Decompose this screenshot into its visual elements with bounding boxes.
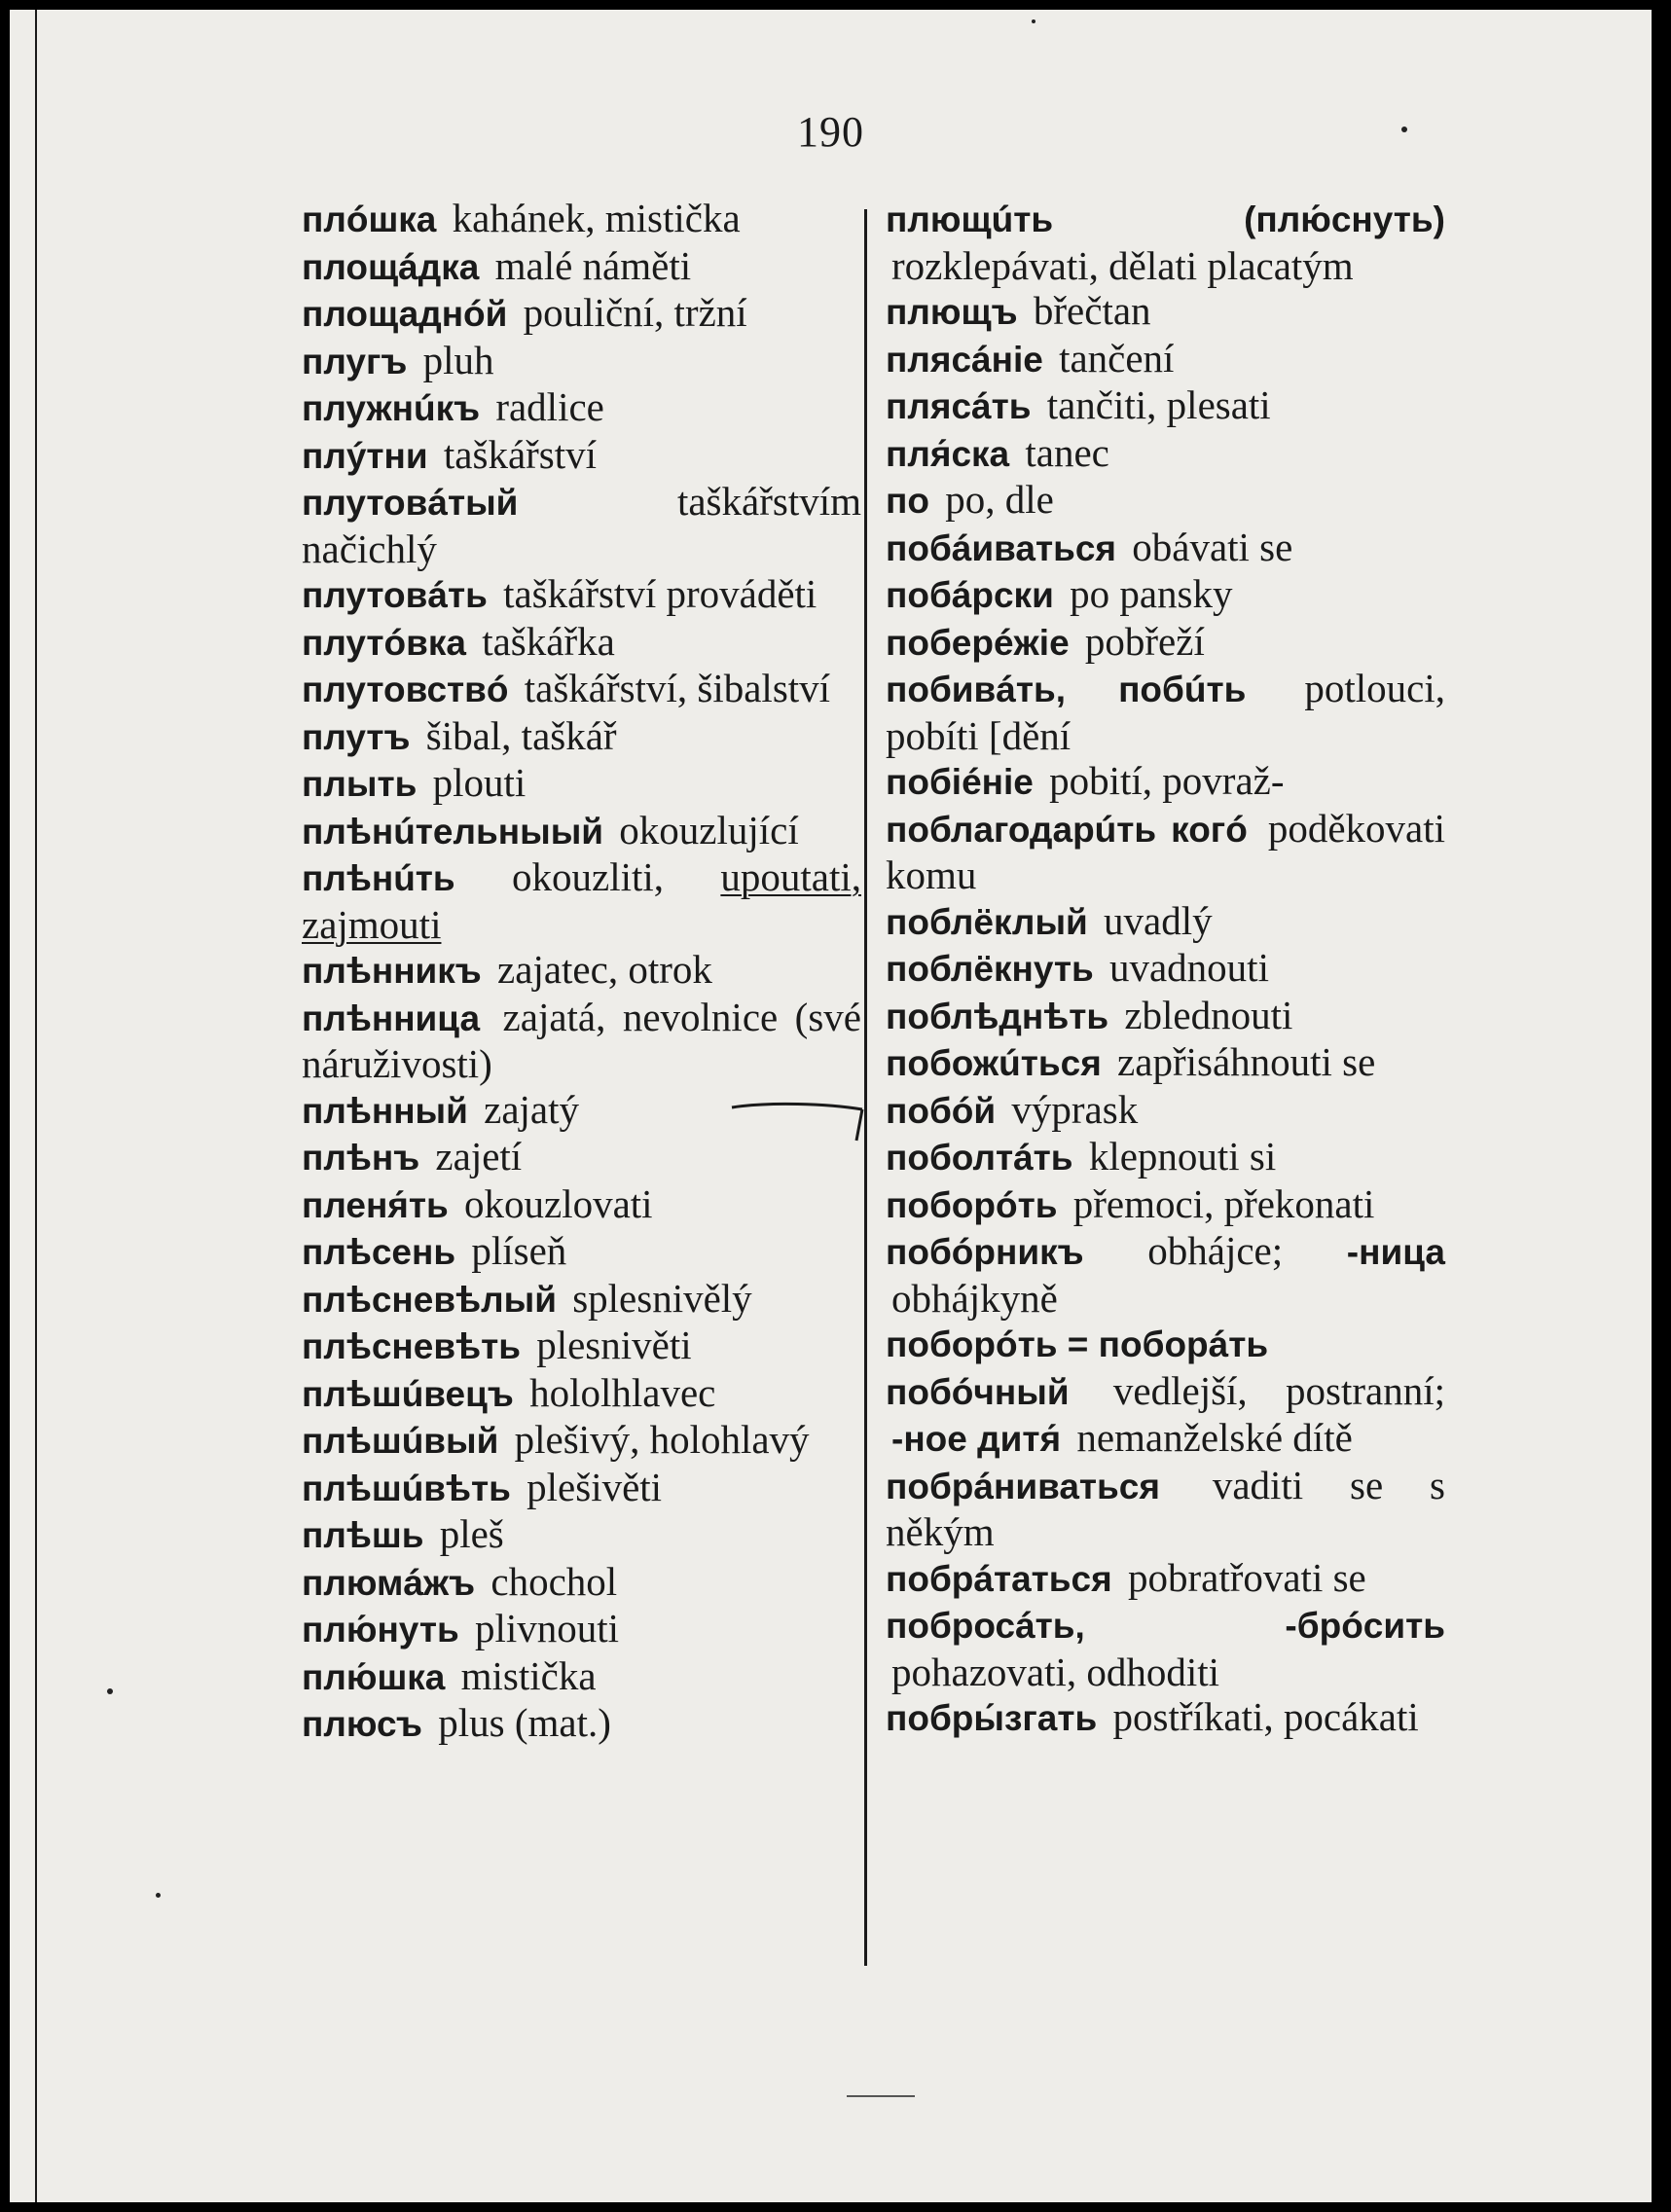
- dictionary-entry: [302, 338, 861, 385]
- entry-gloss: zapřisáhnouti se: [1117, 1039, 1376, 1084]
- entry-gloss: potlouci, pobíti [dění: [886, 666, 1445, 758]
- ink-speck: [156, 1893, 161, 1898]
- entry-headword: плыть: [302, 764, 418, 804]
- entry-headword: плѣнúтельныый: [302, 811, 604, 852]
- entry-gloss: pleš: [439, 1511, 504, 1556]
- dictionary-entry: [886, 1368, 1445, 1463]
- entry-headword: плóшка: [302, 199, 437, 239]
- pen-underline-mark: [730, 1098, 871, 1144]
- dictionary-entry: [886, 945, 1445, 993]
- entry-suffix: -ное дитя́: [891, 1419, 1062, 1459]
- dictionary-entry: [886, 1134, 1445, 1181]
- entry-gloss: obávati se: [1132, 524, 1293, 569]
- entry-headword: побiéнiе: [886, 762, 1034, 802]
- entry-gloss: plešivěti: [527, 1464, 663, 1509]
- ink-speck: [107, 1688, 113, 1694]
- entry-gloss: vaditi se s někým: [886, 1462, 1446, 1554]
- entry-headword: пляcáнiе: [886, 339, 1043, 380]
- dictionary-entry: [302, 1417, 861, 1465]
- entry-gloss: břečtan: [1033, 288, 1151, 333]
- dictionary-entry: [886, 430, 1445, 478]
- dictionary-entry: [886, 477, 1445, 525]
- dictionary-entry: [302, 1181, 861, 1229]
- entry-headword: плюмáжъ: [302, 1562, 476, 1603]
- dictionary-entry: [886, 758, 1445, 806]
- entry-gloss: postříkati, pocákati: [1112, 1694, 1419, 1739]
- entry-gloss: tančení: [1059, 335, 1175, 381]
- entry-headword: плѣсневѣть: [302, 1326, 521, 1366]
- entry-gloss: malé náměti: [494, 242, 692, 288]
- entry-headword: по: [886, 481, 929, 521]
- entry-gloss: uvadlý: [1104, 897, 1213, 943]
- dictionary-entry: [302, 1606, 861, 1653]
- entry-headword: плѣшúвецъ: [302, 1373, 514, 1414]
- entry-gloss: obhájkyně: [891, 1275, 1058, 1321]
- entry-headword: побивáть, побúть: [886, 670, 1247, 709]
- entry-headword: поборóть: [886, 1184, 1058, 1225]
- dictionary-entry: [302, 432, 861, 480]
- entry-headword: побрáниваться: [886, 1466, 1160, 1506]
- entry-headword: плутовáть: [302, 575, 488, 615]
- dictionary-entry: [886, 1555, 1445, 1603]
- entry-headword: плѣшь: [302, 1515, 424, 1555]
- page-edge-line: [35, 10, 37, 2202]
- entry-headword: плѣшúвый: [302, 1421, 499, 1461]
- entry-headword: плѣнникъ: [302, 951, 482, 991]
- entry-gloss: taškářství, šibalství: [524, 666, 831, 710]
- entry-gloss: po, dle: [945, 477, 1054, 522]
- dictionary-entry: [886, 619, 1445, 667]
- dictionary-entry: [302, 571, 861, 619]
- entry-gloss: taškářství prováděti: [503, 571, 817, 616]
- dictionary-entry: [886, 993, 1445, 1040]
- entry-gloss: pohazovati, odhoditi: [891, 1649, 1220, 1694]
- entry-gloss: pluh: [422, 337, 494, 382]
- entry-headword: плужнúкъ: [302, 388, 481, 428]
- entry-gloss: mistička: [460, 1652, 597, 1698]
- entry-gloss: okouzlující: [619, 807, 799, 852]
- dictionary-entry: [886, 382, 1445, 430]
- dictionary-entry: [886, 1228, 1445, 1321]
- entry-headword: плѣнъ: [302, 1138, 420, 1178]
- dictionary-entry: [302, 1700, 861, 1748]
- entry-headword: поборóть = поборáть: [886, 1324, 1269, 1364]
- entry-gloss: po pansky: [1070, 571, 1233, 616]
- entry-gloss: chochol: [490, 1558, 618, 1604]
- dictionary-entry: [886, 196, 1445, 288]
- dictionary-entry: [302, 760, 861, 808]
- entry-gloss: hololhlavec: [529, 1369, 716, 1415]
- entry-headword: побóй: [886, 1090, 997, 1131]
- entry-gloss: šibal, taškář: [425, 712, 617, 758]
- entry-headword: плѣнный: [302, 1090, 468, 1131]
- dictionary-entry: [302, 1465, 861, 1512]
- entry-headword: пля́ска: [886, 433, 1010, 474]
- entry-gloss: taškářství: [443, 431, 598, 477]
- entry-gloss: obhájce;: [1147, 1228, 1284, 1273]
- entry-gloss: výprask: [1011, 1086, 1139, 1132]
- entry-gloss: okouzliti,: [512, 854, 665, 899]
- column-divider: [864, 209, 867, 1966]
- entry-gloss: plíseň: [471, 1228, 567, 1273]
- entry-suffix: -ница: [1346, 1232, 1445, 1272]
- entry-headword: побáрски: [886, 575, 1054, 615]
- entry-headword: поблёклый: [886, 901, 1088, 942]
- dictionary-entry: [886, 1181, 1445, 1229]
- entry-gloss: taškářstvím načichlý: [302, 479, 861, 571]
- entry-gloss: kahánek, mistička: [452, 196, 741, 240]
- entry-headword: побры́згать: [886, 1698, 1098, 1738]
- entry-headword: побóрникъ: [886, 1232, 1084, 1272]
- dictionary-entry: [886, 336, 1445, 383]
- entry-gloss: zajatý: [484, 1086, 580, 1132]
- entry-headword: поблагодарúть когó: [886, 809, 1248, 850]
- dictionary-entry: [886, 525, 1445, 572]
- entry-headword: плю́шка: [302, 1656, 446, 1697]
- dictionary-entry: [302, 713, 861, 761]
- entry-gloss: zblednouti: [1124, 992, 1293, 1037]
- dictionary-entry: [302, 808, 861, 855]
- entry-headword: плѣсень: [302, 1232, 456, 1272]
- dictionary-entry: [302, 1276, 861, 1324]
- dictionary-entry: [886, 571, 1445, 619]
- entry-gloss: radlice: [495, 384, 604, 429]
- entry-headword: поберéжiе: [886, 622, 1070, 663]
- entry-gloss: plouti: [432, 760, 527, 805]
- entry-headword: побáиваться: [886, 527, 1116, 568]
- entry-gloss: pobití, povraž-: [1049, 758, 1285, 803]
- dictionary-entry: [886, 1087, 1445, 1135]
- entry-gloss: zajatec, otrok: [497, 947, 712, 992]
- entry-gloss: tančiti, plesati: [1046, 382, 1271, 427]
- entry-headword: плѣшúвѣть: [302, 1468, 511, 1508]
- entry-headword: побрáтаться: [886, 1558, 1112, 1599]
- entry-gloss: nemanželské dítě: [1076, 1415, 1353, 1460]
- dictionary-entry: [886, 666, 1445, 758]
- entry-gloss: vedlejší, postranní;: [1112, 1367, 1445, 1413]
- entry-gloss: rozklepávati, dělati placatým: [891, 242, 1354, 288]
- entry-gloss-underlined: upoutati, zajmouti: [302, 854, 861, 947]
- entry-headword: плугъ: [302, 341, 408, 381]
- entry-headword: плутовствó: [302, 670, 509, 709]
- footer-dash: [847, 2095, 915, 2097]
- entry-gloss: klepnouti si: [1088, 1134, 1277, 1179]
- dictionary-entry: [302, 1228, 861, 1276]
- left-column: [302, 196, 861, 1748]
- entry-headword: поблёкнуть: [886, 949, 1094, 989]
- entry-gloss: plivnouti: [474, 1606, 620, 1650]
- entry-headword: плутовáтый: [302, 483, 519, 523]
- dictionary-entry: [886, 1039, 1445, 1087]
- dictionary-entry: [886, 1463, 1445, 1555]
- entry-headword: побросáть, -брóсить: [886, 1606, 1445, 1646]
- dictionary-entry: [302, 947, 861, 995]
- dictionary-entry: [302, 243, 861, 291]
- entry-headword: плутóвка: [302, 622, 466, 663]
- dictionary-page: [10, 10, 1652, 2202]
- entry-headword: плѣнúть: [302, 858, 455, 898]
- entry-headword: плю́нуть: [302, 1610, 459, 1650]
- entry-headword: пленя́ть: [302, 1184, 449, 1225]
- entry-headword: побóчный: [886, 1371, 1070, 1412]
- dictionary-entry: [302, 854, 861, 947]
- entry-headword: плющúть (плю́снуть): [886, 199, 1445, 239]
- entry-gloss: pobřeží: [1084, 618, 1205, 664]
- entry-headword: площáдка: [302, 246, 480, 287]
- entry-gloss: tanec: [1025, 429, 1109, 475]
- dictionary-entry: [302, 1653, 861, 1701]
- dictionary-entry: [302, 290, 861, 338]
- dictionary-entry: [886, 1602, 1445, 1694]
- entry-headword: поболтáть: [886, 1138, 1073, 1178]
- entry-gloss: přemoci, překonati: [1072, 1180, 1375, 1226]
- entry-headword: плясáть: [886, 386, 1032, 426]
- dictionary-entry: [302, 619, 861, 667]
- ink-speck: [1032, 19, 1035, 23]
- dictionary-entry: [302, 1370, 861, 1418]
- entry-headword: побожúться: [886, 1043, 1102, 1083]
- dictionary-entry: [886, 288, 1445, 336]
- entry-gloss: plus (mat.): [438, 1700, 611, 1745]
- dictionary-entry: [302, 384, 861, 432]
- entry-gloss: pobratřovati se: [1127, 1554, 1366, 1600]
- entry-gloss: taškářka: [482, 618, 615, 664]
- dictionary-entry: [302, 1323, 861, 1370]
- dictionary-entry: [302, 479, 861, 571]
- entry-gloss: plesnivěti: [536, 1323, 692, 1367]
- dictionary-entry: [886, 898, 1445, 946]
- entry-gloss: zajatá, nevolnice (své náruživosti): [302, 994, 861, 1086]
- entry-gloss: zajetí: [435, 1134, 523, 1179]
- entry-gloss: poděkovati komu: [886, 805, 1445, 897]
- entry-headword: плýтни: [302, 435, 428, 476]
- entry-headword: плѣсневѣлый: [302, 1279, 557, 1320]
- dictionary-entry: [302, 1511, 861, 1559]
- entry-gloss: splesnivělý: [572, 1275, 752, 1321]
- dictionary-entry: [302, 995, 861, 1087]
- dictionary-entry: [302, 196, 861, 243]
- entry-gloss: uvadnouti: [1108, 945, 1269, 990]
- entry-gloss: pouliční, tržní: [523, 290, 747, 335]
- ink-speck: [1401, 127, 1407, 132]
- page-number: 190: [797, 108, 864, 156]
- dictionary-entry: [886, 806, 1445, 898]
- entry-headword: плющъ: [886, 292, 1018, 332]
- right-column: [886, 196, 1445, 1742]
- entry-gloss: okouzlovati: [464, 1180, 653, 1226]
- dictionary-entry: [886, 1694, 1445, 1742]
- dictionary-entry: [886, 1321, 1445, 1368]
- entry-headword: поблѣднѣть: [886, 996, 1109, 1036]
- dictionary-entry: [302, 1559, 861, 1607]
- entry-gloss: plešivý, holohlavý: [514, 1417, 810, 1462]
- entry-headword: плутъ: [302, 716, 411, 757]
- dictionary-entry: [302, 666, 861, 713]
- entry-headword: плѣнница: [302, 997, 481, 1038]
- entry-headword: площаднóй: [302, 294, 508, 334]
- entry-headword: плюсъ: [302, 1704, 423, 1744]
